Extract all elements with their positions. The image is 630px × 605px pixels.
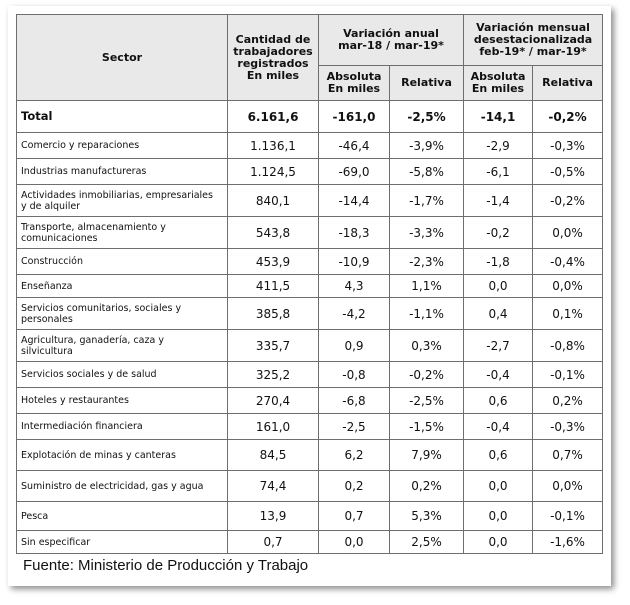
mensual-absoluta-cell: -0,4 (464, 362, 533, 388)
anual-relativa-cell: -1,5% (390, 414, 464, 440)
anual-absoluta-cell: -4,2 (319, 298, 390, 330)
anual-absoluta-cell: -6,8 (319, 388, 390, 414)
sector-cell: Servicios sociales y de salud (17, 362, 228, 388)
anual-relativa-cell: 1,1% (390, 275, 464, 298)
cantidad-cell: 1.136,1 (228, 133, 319, 159)
mensual-absoluta-cell: -1,8 (464, 249, 533, 275)
anual-absoluta-cell: 0,7 (319, 502, 390, 531)
anual-absoluta-cell: 0,0 (319, 531, 390, 554)
cantidad-cell: 74,4 (228, 471, 319, 502)
sector-cell: Enseñanza (17, 275, 228, 298)
table-row (17, 298, 603, 330)
anual-absoluta-cell: -161,0 (319, 101, 390, 133)
mensual-absoluta-cell: -6,1 (464, 159, 533, 185)
cantidad-cell: 840,1 (228, 185, 319, 217)
header-anual-relativa: Relativa (390, 66, 464, 101)
mensual-absoluta-cell: -2,7 (464, 330, 533, 362)
cantidad-cell: 270,4 (228, 388, 319, 414)
sector-cell: Sin especificar (17, 531, 228, 554)
anual-absoluta-cell: 0,2 (319, 471, 390, 502)
sector-cell: Comercio y reparaciones (17, 133, 228, 159)
table-row (17, 249, 603, 275)
mensual-absoluta-cell: -14,1 (464, 101, 533, 133)
header-anual-absoluta: Absoluta En miles (319, 66, 390, 101)
mensual-relativa-cell: -1,6% (533, 531, 603, 554)
cantidad-cell: 0,7 (228, 531, 319, 554)
sector-cell: Agricultura, ganadería, caza y silvicultura (17, 330, 228, 362)
anual-absoluta-cell: -0,8 (319, 362, 390, 388)
header-mensual-absoluta: Absoluta En miles (464, 66, 533, 101)
mensual-absoluta-cell: 0,0 (464, 275, 533, 298)
header-variacion-anual: Variación anual mar-18 / mar-19* (319, 15, 464, 66)
anual-absoluta-cell: -46,4 (319, 133, 390, 159)
mensual-relativa-cell: 0,2% (533, 388, 603, 414)
table-header (17, 15, 603, 101)
anual-relativa-cell: -2,3% (390, 249, 464, 275)
sector-cell: Servicios comunitarios, sociales y personales (17, 298, 228, 330)
sector-cell: Explotación de minas y canteras (17, 440, 228, 471)
anual-absoluta-cell: 6,2 (319, 440, 390, 471)
cantidad-cell: 411,5 (228, 275, 319, 298)
anual-absoluta-cell: 4,3 (319, 275, 390, 298)
mensual-relativa-cell: -0,1% (533, 502, 603, 531)
mensual-relativa-cell: 0,0% (533, 217, 603, 249)
anual-absoluta-cell: -2,5 (319, 414, 390, 440)
table-row (17, 471, 603, 502)
mensual-relativa-cell: -0,2% (533, 185, 603, 217)
header-variacion-mensual: Variación mensual desestacionalizada feb-19* / mar-19* (464, 15, 603, 66)
anual-absoluta-cell: -14,4 (319, 185, 390, 217)
anual-absoluta-cell: 0,9 (319, 330, 390, 362)
mensual-absoluta-cell: 0,0 (464, 531, 533, 554)
anual-relativa-cell: -0,2% (390, 362, 464, 388)
mensual-absoluta-cell: -1,4 (464, 185, 533, 217)
anual-relativa-cell: -3,3% (390, 217, 464, 249)
mensual-absoluta-cell: -0,2 (464, 217, 533, 249)
table-row (17, 414, 603, 440)
cantidad-cell: 84,5 (228, 440, 319, 471)
mensual-relativa-cell: -0,8% (533, 330, 603, 362)
header-sector: Sector (17, 15, 228, 101)
mensual-absoluta-cell: 0,6 (464, 440, 533, 471)
sector-cell: Hoteles y restaurantes (17, 388, 228, 414)
table-row (17, 388, 603, 414)
sector-cell: Total (17, 101, 228, 133)
sector-cell: Intermediación financiera (17, 414, 228, 440)
anual-absoluta-cell: -69,0 (319, 159, 390, 185)
sector-cell: Actividades inmobiliarias, empresariales y de alquiler (17, 185, 228, 217)
cantidad-cell: 543,8 (228, 217, 319, 249)
mensual-absoluta-cell: 0,6 (464, 388, 533, 414)
mensual-relativa-cell: -0,2% (533, 101, 603, 133)
sector-cell: Transporte, almacenamiento y comunicaciones (17, 217, 228, 249)
mensual-relativa-cell: -0,3% (533, 133, 603, 159)
mensual-absoluta-cell: 0,4 (464, 298, 533, 330)
table-row-total (17, 101, 603, 133)
anual-relativa-cell: -3,9% (390, 133, 464, 159)
table-row (17, 185, 603, 217)
mensual-absoluta-cell: -0,4 (464, 414, 533, 440)
anual-relativa-cell: -1,7% (390, 185, 464, 217)
anual-absoluta-cell: -10,9 (319, 249, 390, 275)
cantidad-cell: 453,9 (228, 249, 319, 275)
source-note: Fuente: Ministerio de Producción y Trabajo (23, 557, 309, 574)
table-row (17, 275, 603, 298)
anual-absoluta-cell: -18,3 (319, 217, 390, 249)
sector-cell: Industrias manufactureras (17, 159, 228, 185)
header-cantidad: Cantidad de trabajadores registrados En miles (228, 15, 319, 101)
anual-relativa-cell: -5,8% (390, 159, 464, 185)
mensual-absoluta-cell: 0,0 (464, 502, 533, 531)
cantidad-cell: 161,0 (228, 414, 319, 440)
table-row (17, 133, 603, 159)
mensual-relativa-cell: -0,3% (533, 414, 603, 440)
mensual-relativa-cell: 0,0% (533, 471, 603, 502)
anual-relativa-cell: 0,2% (390, 471, 464, 502)
sector-cell: Construcción (17, 249, 228, 275)
mensual-relativa-cell: 0,7% (533, 440, 603, 471)
mensual-relativa-cell: 0,1% (533, 298, 603, 330)
table-row (17, 217, 603, 249)
table-row (17, 159, 603, 185)
anual-relativa-cell: -2,5% (390, 101, 464, 133)
mensual-relativa-cell: 0,0% (533, 275, 603, 298)
header-mensual-relativa: Relativa (533, 66, 603, 101)
sector-cell: Suministro de electricidad, gas y agua (17, 471, 228, 502)
table-body (17, 101, 603, 554)
mensual-absoluta-cell: -2,9 (464, 133, 533, 159)
cantidad-cell: 6.161,6 (228, 101, 319, 133)
table-row (17, 440, 603, 471)
table-row (17, 531, 603, 554)
mensual-relativa-cell: -0,5% (533, 159, 603, 185)
anual-relativa-cell: 7,9% (390, 440, 464, 471)
table-row (17, 502, 603, 531)
mensual-relativa-cell: -0,4% (533, 249, 603, 275)
employment-table (16, 14, 603, 554)
mensual-relativa-cell: -0,1% (533, 362, 603, 388)
cantidad-cell: 385,8 (228, 298, 319, 330)
table-row (17, 330, 603, 362)
anual-relativa-cell: -1,1% (390, 298, 464, 330)
anual-relativa-cell: 2,5% (390, 531, 464, 554)
table-row (17, 362, 603, 388)
cantidad-cell: 13,9 (228, 502, 319, 531)
anual-relativa-cell: 5,3% (390, 502, 464, 531)
sector-cell: Pesca (17, 502, 228, 531)
cantidad-cell: 1.124,5 (228, 159, 319, 185)
cantidad-cell: 335,7 (228, 330, 319, 362)
mensual-absoluta-cell: 0,0 (464, 471, 533, 502)
anual-relativa-cell: -2,5% (390, 388, 464, 414)
cantidad-cell: 325,2 (228, 362, 319, 388)
anual-relativa-cell: 0,3% (390, 330, 464, 362)
